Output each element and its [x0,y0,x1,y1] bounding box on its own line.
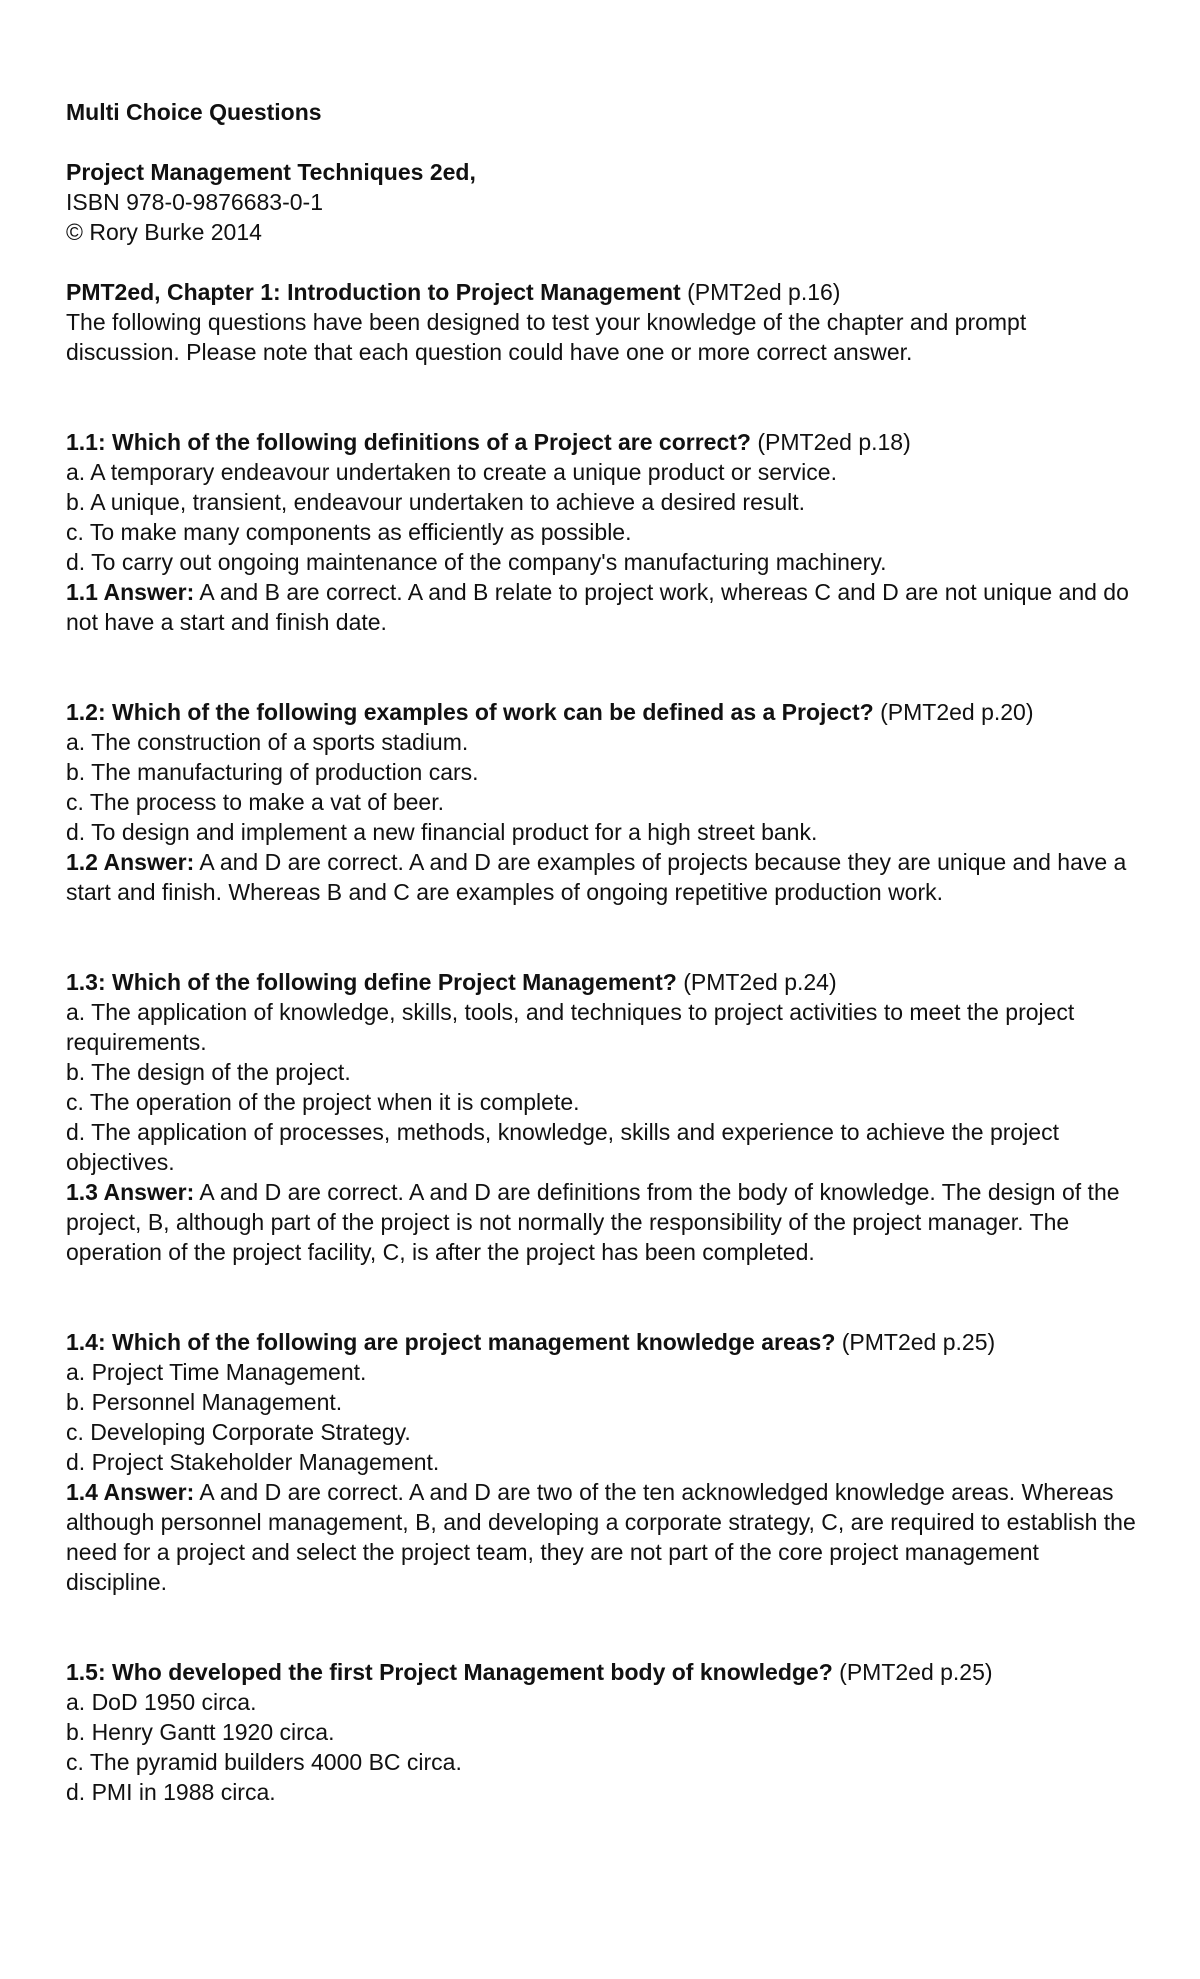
answer [66,1477,1141,1597]
question-heading [66,427,1141,457]
question-text: 1.4: Which of the following are project management knowledge areas? [66,1329,836,1355]
question-ref: (PMT2ed p.20) [880,699,1034,725]
answer [66,1177,1141,1267]
question-block [66,1327,1141,1597]
option-a: a. The application of knowledge, skills, tools, and techniques to project activities to meet the project requirements. [66,999,1075,1055]
option-c: c. The operation of the project when it is complete. [66,1089,580,1115]
spacer [66,127,1141,157]
question-block [66,1657,1141,1807]
doc-title: Multi Choice Questions [66,99,322,125]
option-d: d. To design and implement a new financial product for a high street bank. [66,819,818,845]
option-b: b. The manufacturing of production cars. [66,759,479,785]
option-b: b. Henry Gantt 1920 circa. [66,1719,335,1745]
chapter-ref: (PMT2ed p.16) [687,279,841,305]
answer-text: A and D are correct. A and D are two of the ten acknowledged knowledge areas. Whereas although personnel management, B, and developing a corporate strategy, C, are required to establish the need for a project and select the project team, they are not part of the core project management discipline. [66,1479,1136,1595]
option-a: a. The construction of a sports stadium. [66,729,469,755]
question-text: 1.3: Which of the following define Project Management? [66,969,677,995]
option-c: c. The process to make a vat of beer. [66,789,444,815]
answer-label: 1.2 Answer: [66,849,195,875]
question-ref: (PMT2ed p.24) [683,969,837,995]
question-block [66,967,1141,1267]
question-text: 1.1: Which of the following definitions of a Project are correct? [66,429,751,455]
chapter-intro: The following questions have been designed to test your knowledge of the chapter and prompt discussion. Please note that each question could have one or more correct answer. [66,309,1027,365]
question-heading [66,967,1141,997]
option-a: a. Project Time Management. [66,1359,367,1385]
answer-label: 1.3 Answer: [66,1179,195,1205]
question-ref: (PMT2ed p.18) [757,429,911,455]
answer-text: A and B are correct. A and B relate to project work, whereas C and D are not unique and do not have a start and finish date. [66,579,1129,635]
question-block [66,697,1141,907]
spacer [66,367,1141,427]
answer-label: 1.1 Answer: [66,579,195,605]
spacer [66,1267,1141,1327]
question-heading [66,697,1141,727]
option-b: b. A unique, transient, endeavour undertaken to achieve a desired result. [66,489,806,515]
chapter-heading [66,277,1141,307]
question-heading [66,1327,1141,1357]
question-heading [66,1657,1141,1687]
option-d: d. PMI in 1988 circa. [66,1779,276,1805]
copyright: © Rory Burke 2014 [66,219,262,245]
option-a: a. A temporary endeavour undertaken to create a unique product or service. [66,459,837,485]
spacer [66,1597,1141,1657]
spacer [66,637,1141,697]
option-b: b. The design of the project. [66,1059,351,1085]
answer-label: 1.4 Answer: [66,1479,195,1505]
answer [66,577,1141,637]
chapter-title: PMT2ed, Chapter 1: Introduction to Project Management [66,279,681,305]
answer-text: A and D are correct. A and D are definitions from the body of knowledge. The design of the project, B, although part of the project is not normally the responsibility of the project manager. The operation of the project facility, C, is after the project has been completed. [66,1179,1120,1265]
option-c: c. To make many components as efficiently as possible. [66,519,632,545]
option-c: c. The pyramid builders 4000 BC circa. [66,1749,462,1775]
question-ref: (PMT2ed p.25) [841,1329,996,1355]
answer [66,847,1141,907]
spacer [66,907,1141,967]
question-text: 1.2: Which of the following examples of work can be defined as a Project? [66,699,874,725]
spacer [66,247,1141,277]
option-d: d. The application of processes, methods, knowledge, skills and experience to achieve the project objectives. [66,1119,1059,1175]
option-d: d. Project Stakeholder Management. [66,1449,440,1475]
isbn: ISBN 978-0-9876683-0-1 [66,189,323,215]
question-block [66,427,1141,637]
document-page [66,97,1141,1807]
option-c: c. Developing Corporate Strategy. [66,1419,411,1445]
option-d: d. To carry out ongoing maintenance of the company's manufacturing machinery. [66,549,887,575]
answer-text: A and D are correct. A and D are examples of projects because they are unique and have a start and finish. Whereas B and C are examples of ongoing repetitive production work. [66,849,1127,905]
question-ref: (PMT2ed p.25) [839,1659,993,1685]
option-b: b. Personnel Management. [66,1389,343,1415]
option-a: a. DoD 1950 circa. [66,1689,257,1715]
book-title: Project Management Techniques 2ed, [66,159,476,185]
question-text: 1.5: Who developed the first Project Management body of knowledge? [66,1659,833,1685]
